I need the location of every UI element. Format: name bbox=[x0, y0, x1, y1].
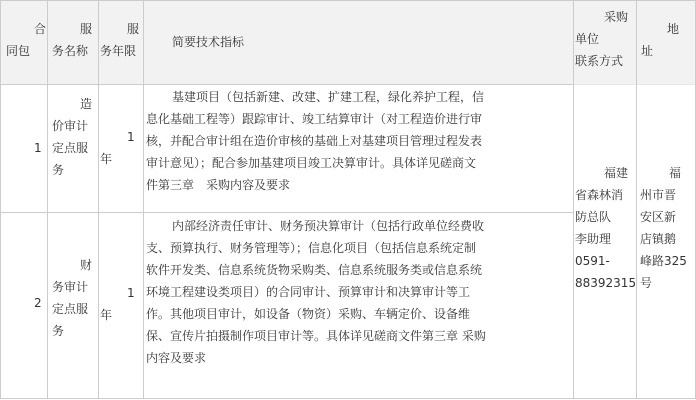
header-text: 简要技术指标 bbox=[172, 35, 245, 49]
tech-spec-line: 息化基础工程等）跟踪审计、竣工结算审计（对工程造价进行审 bbox=[146, 112, 483, 126]
service-name-line: 财 bbox=[80, 258, 93, 272]
address-line: 号 bbox=[640, 276, 653, 290]
service-years-line: 1 bbox=[127, 286, 135, 300]
tech-spec-line: 软件开发类、信息系统货物采购类、信息系统服务类或信息系统 bbox=[146, 263, 483, 277]
pack-number: 2 bbox=[34, 296, 42, 310]
header-text: 务年限 bbox=[100, 44, 137, 58]
row-pack-cell bbox=[1, 292, 47, 314]
row-pack-cell bbox=[1, 137, 47, 159]
column-divider bbox=[143, 0, 144, 399]
table-row-divider bbox=[0, 212, 573, 213]
service-years-line: 年 bbox=[100, 308, 113, 322]
table-border-bottom bbox=[0, 398, 696, 399]
contact-line: 李助理 bbox=[575, 232, 612, 246]
row-service-name-cell bbox=[48, 93, 98, 181]
row-years-cell bbox=[99, 126, 143, 170]
header-text: 址 bbox=[641, 44, 654, 58]
header-text: 单位 bbox=[575, 32, 600, 46]
address-line: 店镇鹅 bbox=[640, 232, 677, 246]
tech-spec-line: 件第三章 采购内容及要求 bbox=[146, 178, 291, 192]
address-line: 安区新 bbox=[640, 210, 677, 224]
table-border-top bbox=[0, 0, 696, 1]
table-border-left bbox=[0, 0, 1, 399]
contact-line: 88392315 bbox=[575, 276, 636, 290]
tech-spec-line: 基建项目（包括新建、改建、扩建工程，绿化养护工程，信 bbox=[172, 90, 485, 104]
header-text: 采购 bbox=[604, 10, 629, 24]
row-tech-spec-cell bbox=[146, 215, 571, 369]
service-name-line: 定点服 bbox=[52, 302, 89, 316]
row-tech-spec-cell bbox=[146, 86, 571, 196]
contact-line: 省森林消 bbox=[575, 188, 624, 202]
header-text: 同包 bbox=[6, 44, 31, 58]
pack-number: 1 bbox=[34, 141, 42, 155]
tech-spec-line: 审计意见）；配合参加基建项目竣工决算审计。具体详见磋商文 bbox=[146, 156, 477, 170]
purchaser-contact-cell bbox=[574, 162, 636, 294]
address-line: 福 bbox=[669, 166, 682, 180]
service-name-line: 务 bbox=[52, 163, 65, 177]
header-text: 联系方式 bbox=[575, 54, 624, 68]
header-text: 服 bbox=[127, 22, 140, 36]
tech-spec-line: 内部经济责任审计、财务预决算审计（包括行政单位经费收 bbox=[172, 219, 485, 233]
row-service-name-cell bbox=[48, 254, 98, 342]
service-name-line: 定点服 bbox=[52, 141, 89, 155]
table-header-divider bbox=[0, 84, 573, 85]
address-line: 峰路325 bbox=[640, 254, 687, 268]
header-text: 务名称 bbox=[52, 44, 89, 58]
header-service-name bbox=[48, 18, 98, 62]
row-years-cell bbox=[99, 282, 143, 326]
address-line: 州市晋 bbox=[640, 188, 677, 202]
service-years-line: 年 bbox=[100, 152, 113, 166]
contact-line: 福建 bbox=[604, 166, 629, 180]
tech-spec-line: 环境工程建设类项目）的合同审计、预算审计和决算审计等工 bbox=[146, 285, 471, 299]
service-years-line: 1 bbox=[127, 130, 135, 144]
header-text: 合 bbox=[33, 22, 46, 36]
service-name-line: 务审计 bbox=[52, 280, 89, 294]
service-name-line: 价审计 bbox=[52, 119, 89, 133]
tech-spec-line: 内容及要求 bbox=[146, 351, 207, 365]
address-cell bbox=[637, 162, 695, 294]
contact-line: 防总队 bbox=[575, 210, 612, 224]
service-name-line: 务 bbox=[52, 324, 65, 338]
tech-spec-line: 支、预算执行、财务管理等）；信息化项目（包括信息系统定制 bbox=[146, 241, 477, 255]
tech-spec-line: 作。其他项目审计，如设备（物资）采购、车辆定价、设备维 bbox=[146, 307, 471, 321]
service-name-line: 造 bbox=[80, 97, 93, 111]
header-text: 服 bbox=[80, 22, 93, 36]
header-contract-pack bbox=[2, 18, 46, 62]
header-text: 地 bbox=[667, 22, 680, 36]
header-service-years bbox=[99, 18, 143, 62]
header-address bbox=[637, 18, 695, 62]
header-contact bbox=[574, 6, 636, 72]
table-header-divider-right bbox=[573, 84, 696, 85]
tech-spec-line: 核，并配合审计组在造价审核的基础上对基建项目管理过程发表 bbox=[146, 134, 483, 148]
header-tech-spec bbox=[172, 31, 322, 53]
tech-spec-line: 保、宣传片拍摄制作项目审计等。具体详见磋商文件第三章 采购 bbox=[146, 329, 486, 343]
contact-line: 0591- bbox=[575, 254, 610, 268]
